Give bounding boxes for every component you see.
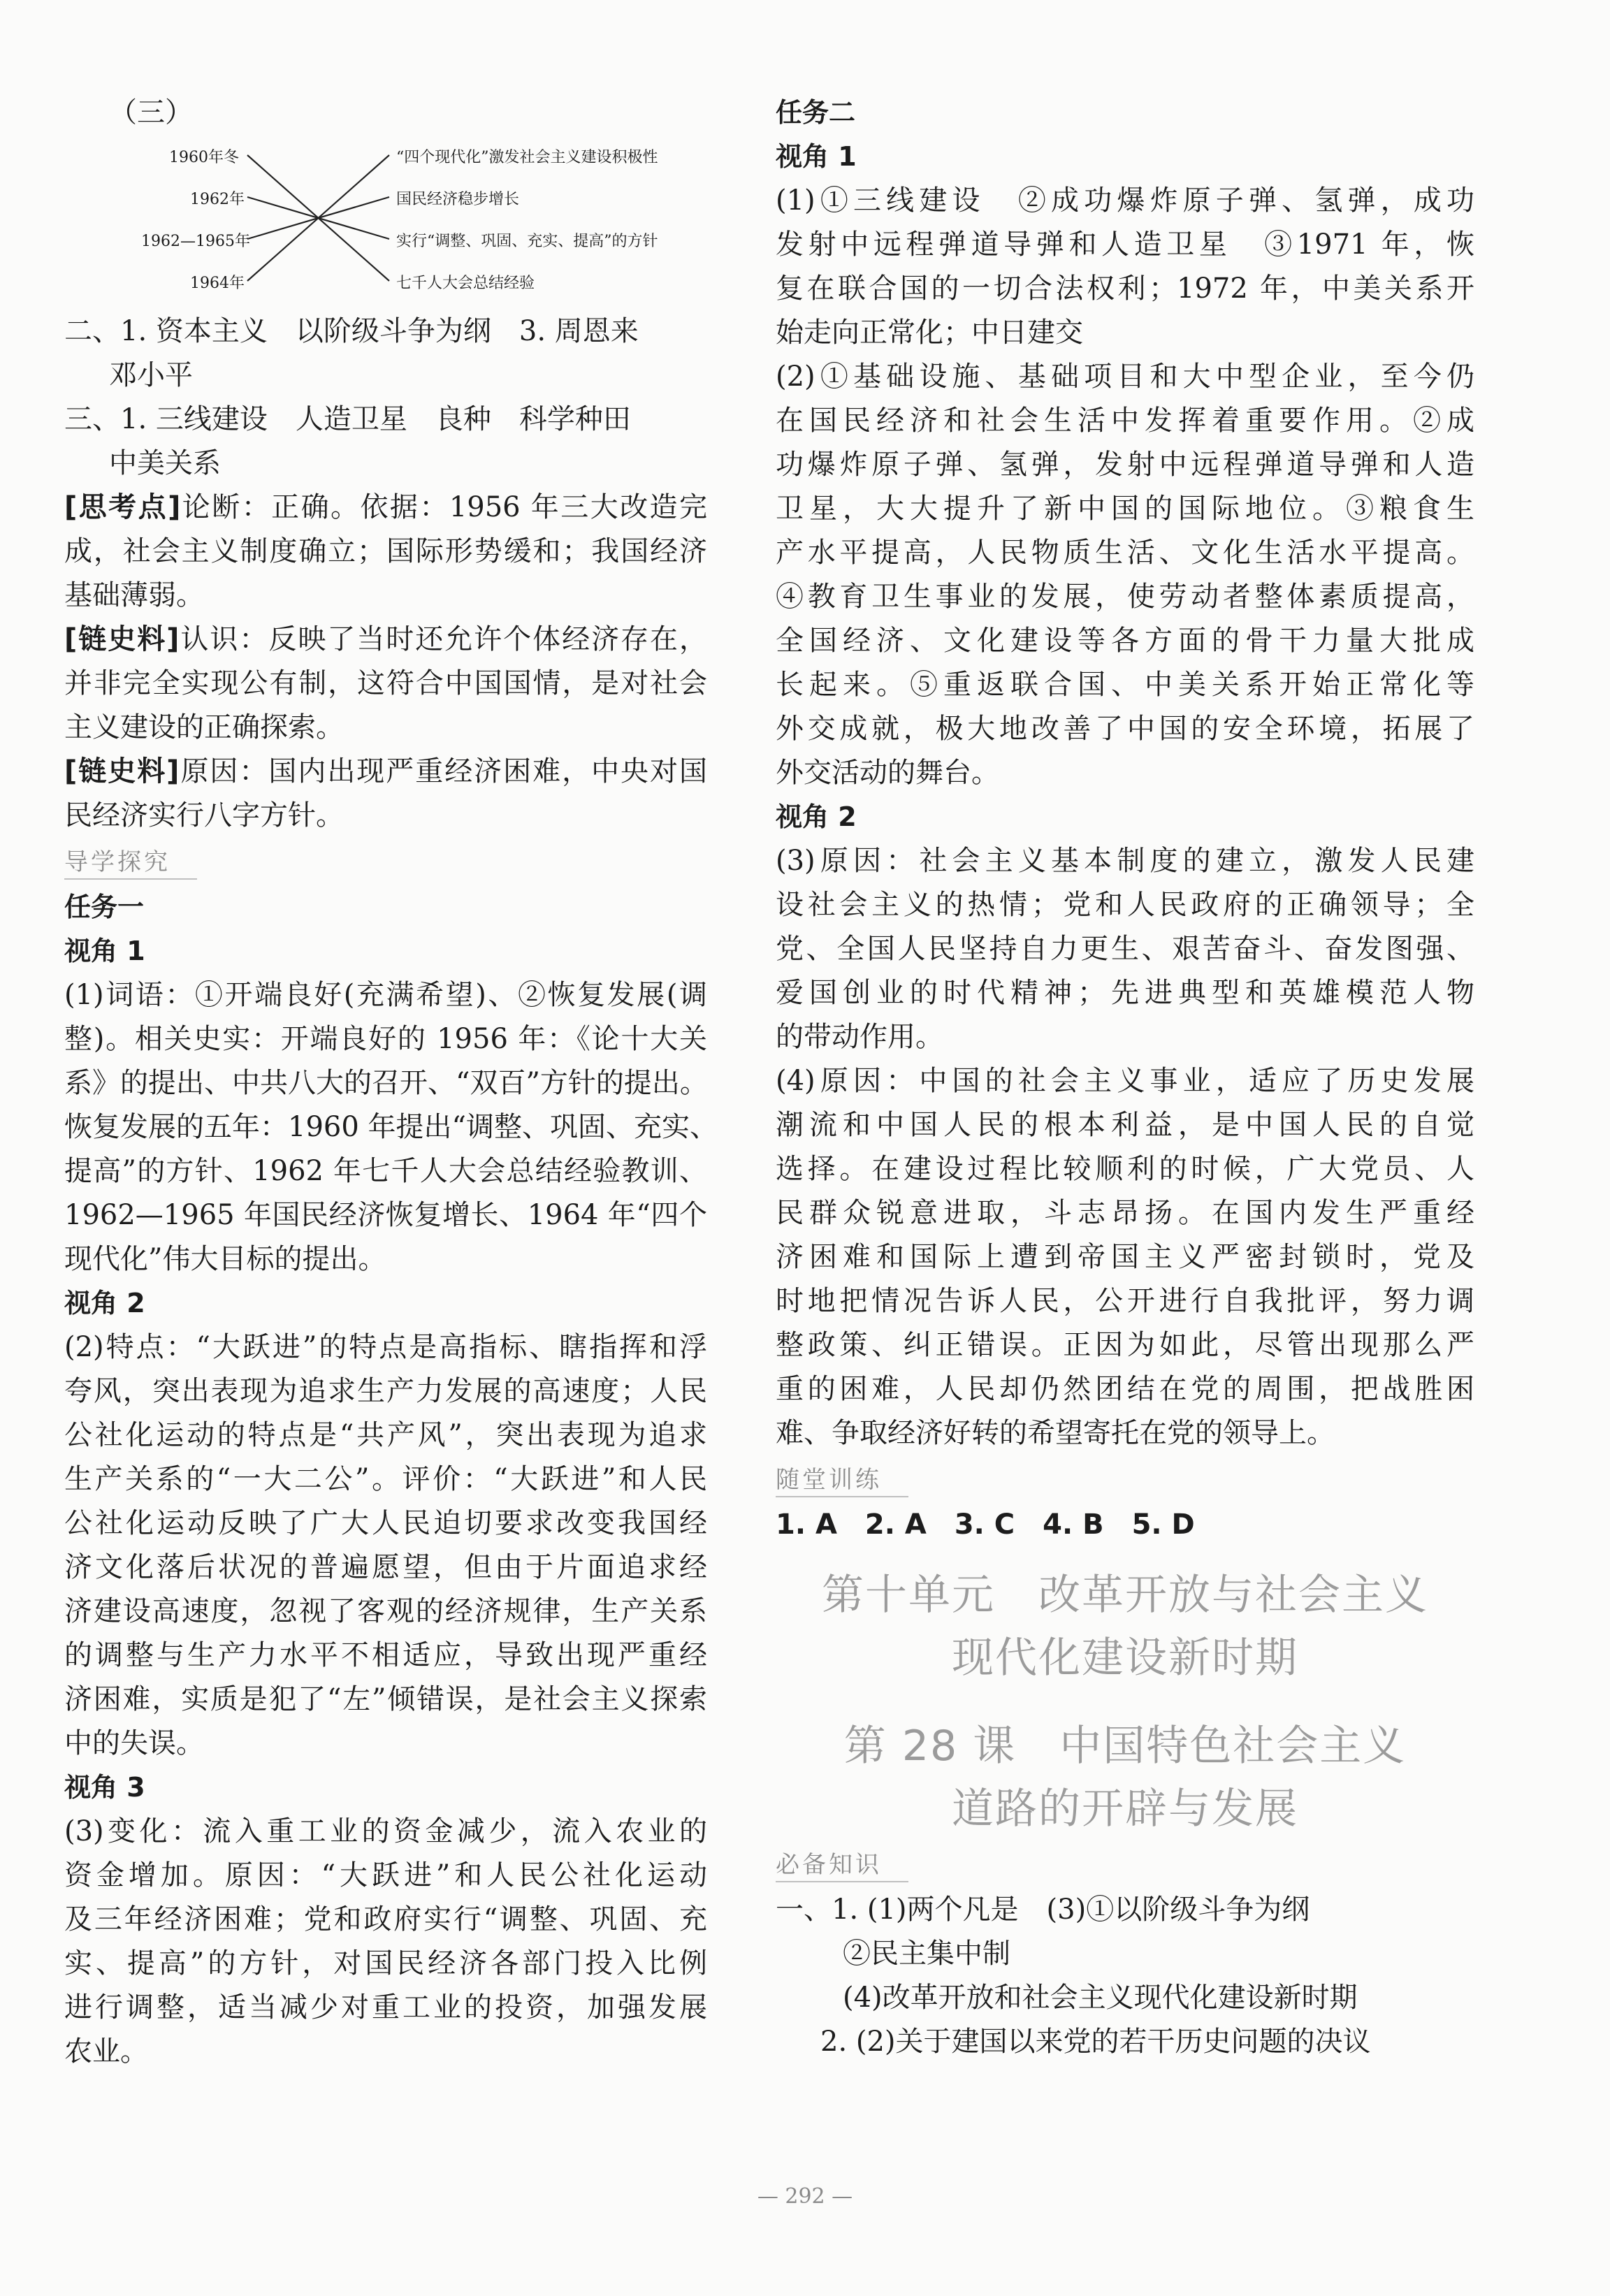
- task2-view1-heading: 视角 1: [776, 141, 857, 172]
- r3-line4: 爱国创业的时代精神；先进典型和英雄模范人物: [776, 977, 1474, 1009]
- r2-line1: (2)①基础设施、基础项目和大中型企业，至今仍: [776, 361, 1474, 393]
- diagram-year-1960-winter: 1960年冬: [169, 149, 239, 166]
- r3-line2: 设社会主义的热情；党和人民政府的正确领导；全: [776, 889, 1474, 921]
- diagram-year-1962-1965: 1962—1965年: [141, 233, 250, 250]
- lianshiliao1-text1: 认识：反映了当时还允许个体经济存在，: [179, 623, 708, 655]
- v1-line2: 整)。相关史实：开端良好的 1956 年：《论十大关: [64, 1023, 707, 1055]
- bibei-line4: 2. (2)关于建国以来党的若干历史问题的决议: [820, 2026, 1371, 2058]
- v2-line6: 济文化落后状况的普遍愿望，但由于片面追求经: [64, 1551, 707, 1583]
- r4-line7: 整政策、纠正错误。正因为如此，尽管出现那么严: [776, 1329, 1474, 1361]
- v2-line2: 夸风，突出表现为追求生产力发展的高速度；人民: [64, 1375, 707, 1407]
- v1-line6: 1962—1965 年国民经济恢复增长、1964 年“四个: [64, 1199, 707, 1231]
- section-suitang-heading: 随堂训练: [776, 1464, 908, 1497]
- answer-er-line2: 邓小平: [109, 359, 193, 391]
- lianshiliao2-tag: [链史料]: [64, 755, 180, 787]
- r4-line8: 重的困难，人民却仍然团结在党的周围，把战胜困: [776, 1373, 1474, 1405]
- sikao-line3: 基础薄弱。: [64, 579, 204, 611]
- task1-view1-heading: 视角 1: [64, 936, 145, 966]
- r4-line9: 难、争取经济好转的希望寄托在党的领导上。: [776, 1417, 1335, 1449]
- task1-heading: 任务一: [64, 892, 145, 922]
- sikao-line2: 成，社会主义制度确立；国际形势缓和；我国经济: [64, 535, 707, 567]
- r3-line5: 的带动作用。: [776, 1021, 943, 1053]
- right-column: [776, 91, 1474, 2064]
- spacer-before-unit: [776, 1547, 1474, 1564]
- diagram-event-tiaozheng-fangzhen: 实行“调整、巩固、充实、提高”的方针: [396, 233, 658, 250]
- v1-line1: (1)词语：①开端良好(充满希望)、②恢复发展(调: [64, 979, 707, 1011]
- lianshiliao1-line2: 并非完全实现公有制，这符合中国国情，是对社会: [64, 667, 707, 699]
- sikao-tag: [思考点]: [64, 491, 181, 523]
- r3-line1: (3)原因：社会主义基本制度的建立，激发人民建: [776, 845, 1474, 877]
- v3-line1: (3)变化：流入重工业的资金减少，流入农业的: [64, 1815, 707, 1847]
- v1-line3: 系》的提出、中共八大的召开、“双百”方针的提出。: [64, 1067, 708, 1099]
- diagram-year-1962: 1962年: [190, 191, 245, 208]
- v2-line10: 中的失误。: [64, 1727, 204, 1759]
- r4-line1: (4)原因：中国的社会主义事业，适应了历史发展: [776, 1065, 1474, 1097]
- diagram-event-wenbu-zengzhang: 国民经济稳步增长: [396, 191, 520, 208]
- bibei-line2: ②民主集中制: [843, 1938, 1010, 1970]
- v2-line3: 公社化运动的特点是“共产风”，突出表现为追求: [64, 1419, 707, 1451]
- r1-line3: 复在联合国的一切合法权利；1972 年，中美关系开: [776, 273, 1474, 305]
- v1-line4: 恢复发展的五年：1960 年提出“调整、巩固、充实、: [64, 1111, 718, 1143]
- v3-line5: 进行调整，适当减少对重工业的投资，加强发展: [64, 1991, 707, 2023]
- sikao-line1: [64, 486, 707, 530]
- section-san-heading: （三）: [109, 96, 193, 129]
- unit-title-line2: 现代化建设新时期: [952, 1634, 1298, 1683]
- lianshiliao2-line1: [64, 750, 707, 794]
- v2-line7: 济建设高速度，忽视了客观的经济规律，生产关系: [64, 1595, 707, 1627]
- lesson-title-line1: 第 28 课 中国特色社会主义: [843, 1722, 1407, 1771]
- v2-line8: 的调整与生产力水平不相适应，导致出现严重经: [64, 1639, 707, 1671]
- r3-line3: 党、全国人民坚持自力更生、艰苦奋斗、奋发图强、: [776, 933, 1474, 965]
- v2-line1: (2)特点：“大跃进”的特点是高指标、瞎指挥和浮: [64, 1331, 707, 1363]
- lesson-title-line2: 道路的开辟与发展: [952, 1785, 1298, 1833]
- section-bibei-heading: 必备知识: [776, 1849, 908, 1882]
- r2-line3: 功爆炸原子弹、氢弹，发射中远程弹道导弹和人造: [776, 449, 1474, 481]
- answer-san-line1: 三、1. 三线建设 人造卫星 良种 科学种田: [64, 403, 631, 435]
- task2-heading: 任务二: [776, 97, 856, 128]
- r4-line3: 选择。在建设过程比较顺利的时候，广大党员、人: [776, 1153, 1474, 1185]
- lianshiliao1-line3: 主义建设的正确探索。: [64, 711, 344, 743]
- left-column: [64, 91, 718, 2074]
- task1-view3-heading: 视角 3: [64, 1772, 145, 1803]
- v2-line4: 生产关系的“一大二公”。评价：“大跃进”和人民: [64, 1463, 707, 1495]
- r1-line1: (1)①三线建设 ②成功爆炸原子弹、氢弹，成功: [776, 184, 1474, 217]
- r2-line10: 外交活动的舞台。: [776, 757, 999, 789]
- r4-line5: 济困难和国际上遭到帝国主义严密封锁时，党及: [776, 1241, 1474, 1273]
- task1-view2-heading: 视角 2: [64, 1288, 145, 1318]
- answer-er-line1: 二、1. 资本主义 以阶级斗争为纲 3. 周恩来: [64, 315, 639, 347]
- r1-line2: 发射中远程弹道导弹和人造卫星 ③1971 年，恢: [776, 228, 1474, 261]
- unit-title-line1: 第十单元 改革开放与社会主义: [822, 1571, 1428, 1620]
- bibei-line3: (4)改革开放和社会主义现代化建设新时期: [843, 1982, 1358, 2014]
- r2-line4: 卫星，大大提升了新中国的国际地位。③粮食生: [776, 493, 1474, 525]
- v2-line5: 公社化运动反映了广大人民迫切要求改变我国经: [64, 1507, 707, 1539]
- spacer-before-lesson: [776, 1690, 1474, 1715]
- r2-line2: 在国民经济和社会生活中发挥着重要作用。②成: [776, 405, 1474, 437]
- v1-line5: 提高”的方针、1962 年七千人大会总结经验教训、: [64, 1155, 707, 1187]
- v2-line9: 济困难，实质是犯了“左”倾错误，是社会主义探索: [64, 1683, 707, 1715]
- matching-diagram: [64, 133, 707, 300]
- r4-line2: 潮流和中国人民的根本利益，是中国人民的自觉: [776, 1109, 1474, 1141]
- diagram-event-qiqianren-dahui: 七千人大会总结经验: [396, 275, 535, 292]
- v3-line6: 农业。: [64, 2035, 148, 2068]
- bibei-line1: 一、1. (1)两个凡是 (3)①以阶级斗争为纲: [776, 1894, 1310, 1926]
- v3-line3: 及三年经济困难；党和政府实行“调整、巩固、充: [64, 1903, 707, 1935]
- v3-line4: 实、提高”的方针，对国民经济各部门投入比例: [64, 1947, 707, 1979]
- lianshiliao2-text1: 原因：国内出现严重经济困难，中央对国: [179, 755, 708, 787]
- lianshiliao1-line1: [64, 618, 707, 662]
- lianshiliao1-tag: [链史料]: [64, 623, 180, 655]
- diagram-event-sige-xiandaihua: “四个现代化”激发社会主义建设积极性: [396, 149, 658, 166]
- answer-san-line2: 中美关系: [109, 447, 221, 479]
- answers-line: 1. A 2. A 3. C 4. B 5. D: [776, 1509, 1195, 1541]
- r4-line6: 时地把情况告诉人民，公开进行自我批评，努力调: [776, 1285, 1474, 1317]
- r1-line4: 始走向正常化；中日建交: [776, 317, 1083, 349]
- r2-line5: 产水平提高，人民物质生活、文化生活水平提高。: [776, 537, 1474, 569]
- page-number: — 292 —: [757, 2184, 853, 2209]
- diagram-year-1964: 1964年: [190, 275, 245, 292]
- section-daoxue-heading: 导学探究: [64, 846, 197, 880]
- v1-line7: 现代化”伟大目标的提出。: [64, 1243, 386, 1275]
- r2-line6: ④教育卫生事业的发展，使劳动者整体素质提高，: [776, 581, 1474, 613]
- r2-line7: 全国经济、文化建设等各方面的骨干力量大批成: [776, 625, 1474, 657]
- r4-line4: 民群众锐意进取，斗志昂扬。在国内发生严重经: [776, 1197, 1474, 1229]
- r2-line8: 长起来。⑤重返联合国、中美关系开始正常化等: [776, 669, 1474, 701]
- task2-view2-heading: 视角 2: [776, 801, 857, 832]
- lianshiliao2-line2: 民经济实行八字方针。: [64, 799, 344, 831]
- v3-line2: 资金增加。原因：“大跃进”和人民公社化运动: [64, 1859, 707, 1891]
- sikao-text1: 论断：正确。依据：1956 年三大改造完: [180, 491, 708, 523]
- r2-line9: 外交成就，极大地改善了中国的安全环境，拓展了: [776, 713, 1474, 745]
